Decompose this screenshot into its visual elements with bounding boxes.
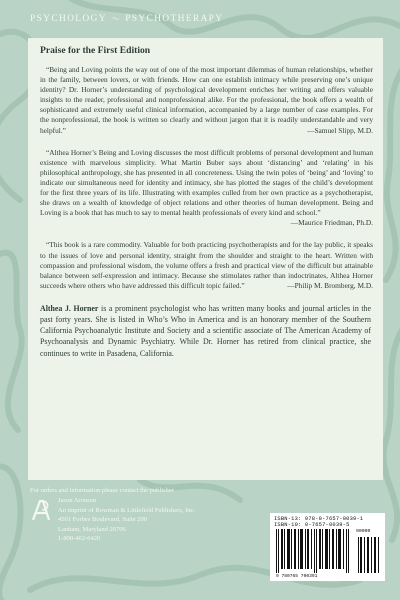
quote-2: [40, 148, 373, 229]
author-name: Althea J. Horner: [40, 303, 99, 313]
publisher-line: 1-800-462-6420: [58, 535, 101, 543]
quote-attribution: —Philip M. Bromberg, M.D.: [287, 280, 373, 290]
publisher-line: 4501 Forbes Boulevard, Suite 200: [58, 516, 148, 524]
isbn-13: ISBN-13: 978-0-7657-0039-1: [274, 516, 364, 522]
author-bio-text: is a prominent psychologist who has written many books and journal articles in the past forty years. She is listed in Who’s Who in America and is an honorary member of the Southern California Psychoanalytic Institute and Society and a scientific associate of The American Academy of Psychoanalysis and Dynamic Psychiatry. While Dr. Horner has retired from clinical practice, she continues to write in Pasadena, California.: [40, 303, 371, 358]
barcode-number: 9 780765 700391: [276, 574, 318, 579]
series-divider: 〜: [110, 14, 122, 24]
publisher-logo-icon: [30, 498, 52, 522]
series-right: PSYCHOTHERAPY: [125, 13, 224, 24]
quote-attribution: —Maurice Friedman, Ph.D.: [290, 218, 373, 228]
quote-1: [40, 65, 373, 136]
series-header: [30, 12, 223, 25]
order-intro: For orders and information please contact the publisher: [30, 487, 174, 494]
isbn-10: ISBN-10: 0-7657-0039-5: [274, 522, 350, 528]
barcode-bars: [274, 529, 382, 573]
publisher-address: [58, 496, 195, 543]
publisher-line: Lanham, Maryland 20706: [58, 525, 126, 533]
series-left: PSYCHOLOGY: [30, 13, 107, 24]
publisher-line: Jason Aronson: [58, 497, 97, 505]
quote-attribution: —Samuel Slipp, M.D.: [307, 125, 373, 135]
praise-heading: Praise for the First Edition: [40, 45, 151, 56]
quote-text: “This book is a rare commodity. Valuable for both practicing psychotherapists and for the lay public, it speaks to the issues of love and personal identity, straight from the shoulder and straight to the heart. Written with compassion and professional wisdom, the volume offers a fresh and practical view of the difficult but attainable balance between self-expression and intimacy. Because she stimulates rather than indoctrinates, Althea Horner succeeds where others who have addressed this difficult topic failed.”: [40, 240, 373, 290]
quote-3: [40, 240, 373, 290]
price-addon: 90000: [356, 529, 371, 534]
quote-text: “Althea Horner’s Being and Loving discusses the most difficult problems of personal development and human existence with marvelous simplicity. What Martin Buber says about ‘distancing’ and ‘relating’ in his philosophical anthropology, she has presented in all concreteness. Using the twin poles of ‘being’ and ‘loving’ to indicate our simultaneous need for identity and intimacy, she has plotted the stages of the child’s development for the first three years of its life. Illustrating with examples culled from her own practice as a psychotherapist, she draws on a wealth of knowledge of object relations and other theories of human development. Being and Loving is a book that has much to say to mental health professionals of every kind and school.”: [40, 147, 373, 218]
publisher-line: An imprint of Rowman & Littlefield Publishers, Inc.: [58, 506, 196, 514]
quote-text: “Being and Loving points the way out of one of the most important dilemmas of human relationships, whether in the family, between lovers, or with friends. How can one establish intimacy while preserving one’s unique identity? Dr. Horner’s understanding of psychological development enriches her writing and offers valuable insights to the reader, professional and nonprofessional alike. For the professional, the book offers a wealth of sophisticated and extremely useful clinical information, accompanied by a large number of case examples. For the nonprofessional, the book is written so clearly and without jargon that it is readily understandable and very helpful.”: [40, 65, 373, 135]
back-cover-panel: [28, 38, 383, 480]
author-bio: [40, 303, 371, 359]
barcode-box: [270, 513, 385, 581]
